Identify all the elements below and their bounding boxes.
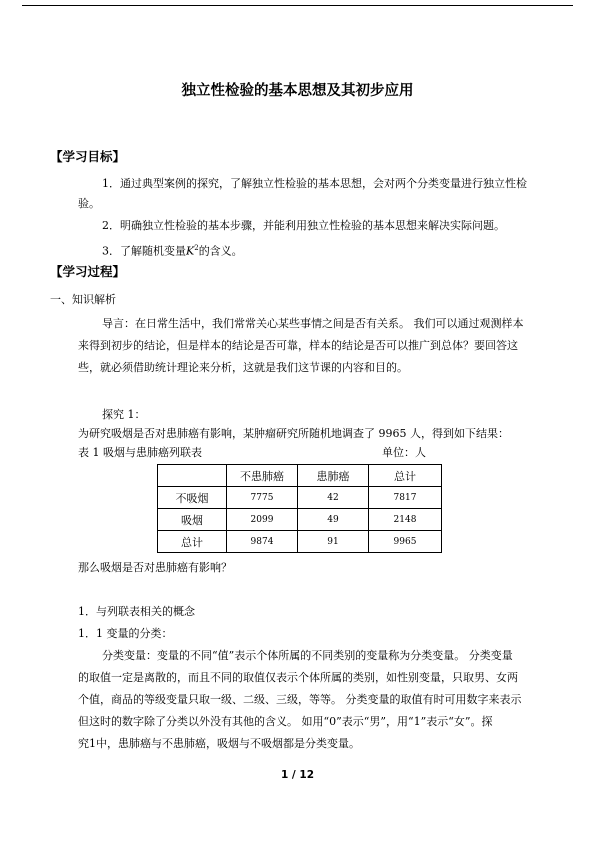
goals-heading: 【学习目标】 — [50, 149, 126, 164]
k-variable: K — [186, 244, 195, 258]
goal-item-3-text: 3．了解随机变量 — [102, 244, 186, 258]
goal-item-2: 2．明确独立性检验的基本步骤，并能利用独立性检验的基本思想来解决实际问题。 — [102, 219, 505, 232]
table-cell: 2099 — [227, 509, 298, 531]
table-cell: 42 — [298, 487, 369, 509]
explore-text: 为研究吸烟是否对患肺癌有影响，某肿瘤研究所随机地调查了 9965 人，得到如下结果： — [78, 427, 509, 440]
para-line-3: 个值，商品的等级变量只取一级、二级、三级，等等。 分类变量的取值有时可用数字来表示 — [78, 693, 522, 706]
table-row-label: 吸烟 — [158, 509, 227, 531]
section-knowledge: 一、知识解析 — [50, 293, 116, 306]
table-cell: 7775 — [227, 487, 298, 509]
document-title: 独立性检验的基本思想及其初步应用 — [181, 82, 414, 99]
page-number: 1 / 12 — [280, 769, 315, 781]
contingency-table — [157, 464, 442, 553]
table-row — [158, 509, 442, 531]
table-cell: 7817 — [369, 487, 442, 509]
goal-item-3 — [102, 238, 243, 262]
header-rule — [22, 5, 573, 6]
concept-subheading: 1．1 变量的分类： — [78, 627, 173, 640]
para-line-2: 的取值一定是离散的，而且不同的取值仅表示个体所属的类别，如性别变量，只取男、女两 — [78, 671, 518, 684]
question-text: 那么吸烟是否对患肺癌有影响？ — [78, 561, 232, 574]
table-header: 总计 — [369, 465, 442, 487]
k-superscript: 2 — [194, 244, 199, 252]
para-line-5: 究1中，患肺癌与不患肺癌，吸烟与不吸烟都是分类变量。 — [78, 737, 360, 750]
goal-item-1-cont: 验。 — [78, 197, 100, 210]
table-unit: 单位：人 — [382, 446, 426, 459]
table-row-label: 不吸烟 — [158, 487, 227, 509]
table-header: 不患肺癌 — [227, 465, 298, 487]
table-cell: 49 — [298, 509, 369, 531]
table-cell: 2148 — [369, 509, 442, 531]
table-row — [158, 531, 442, 553]
table-row-label: 总计 — [158, 531, 227, 553]
process-heading: 【学习过程】 — [50, 264, 126, 279]
table-caption: 表 1 吸烟与患肺癌列联表 — [78, 446, 202, 459]
table-cell: 9965 — [369, 531, 442, 553]
intro-line-1: 导言：在日常生活中，我们常常关心某些事情之间是否有关系。 我们可以通过观测样本 — [102, 317, 524, 330]
table-corner — [158, 465, 227, 487]
goal-item-1: 1．通过典型案例的探究，了解独立性检验的基本思想，会对两个分类变量进行独立性检 — [102, 177, 527, 190]
intro-line-2: 来得到初步的结论，但是样本的结论是否可靠，样本的结论是否可以推广到总体？要回答这 — [78, 339, 518, 352]
table-cell: 9874 — [227, 531, 298, 553]
explore-label: 探究 1： — [102, 408, 146, 421]
intro-line-3: 些，就必须借助统计理论来分析，这就是我们这节课的内容和目的。 — [78, 361, 408, 374]
para-line-1: 分类变量：变量的不同“值”表示个体所属的不同类别的变量称为分类变量。 分类变量 — [102, 649, 513, 662]
table-header-row — [158, 465, 442, 487]
goal-item-3-tail: 的含义。 — [198, 244, 243, 258]
concept-heading: 1．与列联表相关的概念 — [78, 605, 195, 618]
table-cell: 91 — [298, 531, 369, 553]
table-header: 患肺癌 — [298, 465, 369, 487]
para-line-4: 但这时的数字除了分类以外没有其他的含义。 如用“0”表示“男”，用“1”表示“女”。探 — [78, 715, 493, 728]
table-row — [158, 487, 442, 509]
